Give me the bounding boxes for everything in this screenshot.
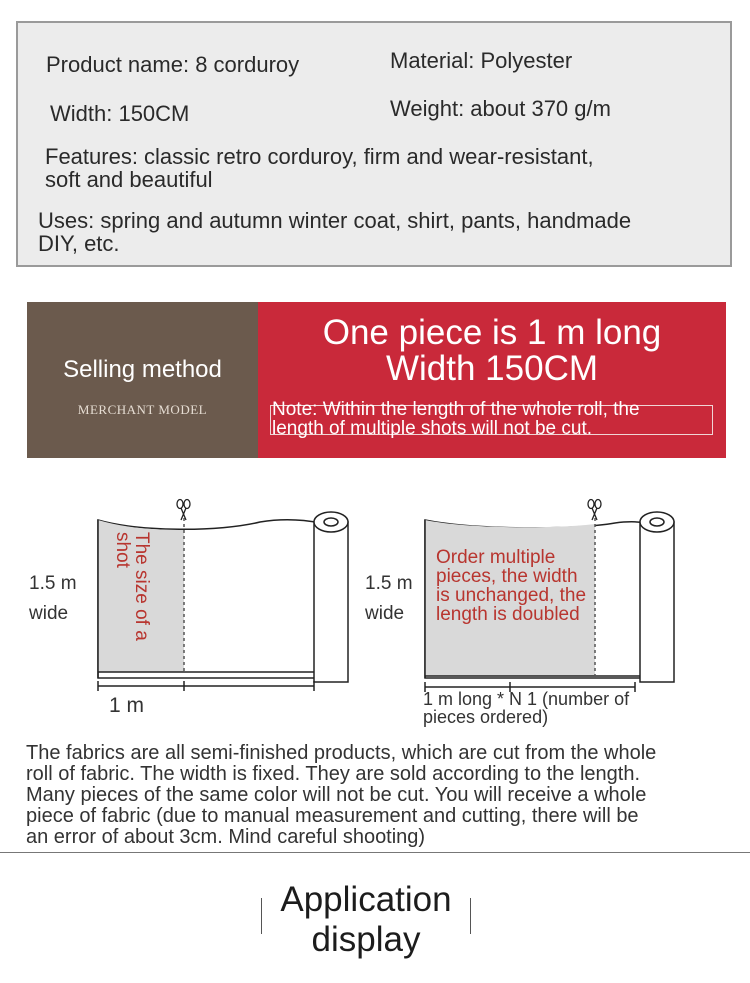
description-line-2: roll of fabric. The width is fixed. They are sold according to the length.	[26, 763, 641, 785]
shot-size-line-2: shot	[112, 532, 133, 568]
spec-info-box	[16, 21, 732, 267]
order-line-1: Order multiple	[436, 547, 556, 568]
material: Material: Polyester	[390, 48, 573, 73]
selling-method-panel	[27, 302, 258, 458]
headline-width: Width 150CM	[385, 349, 599, 388]
fabric-description	[26, 743, 731, 848]
note-line-1: Note: Within the length of the whole roll, the	[272, 399, 640, 420]
single-height-label-1: 1.5 m	[29, 573, 77, 594]
description-line-4: piece of fabric (due to manual measurement and cutting, there will be	[26, 805, 639, 827]
width-spec: Width: 150CM	[50, 101, 190, 126]
description-line-5: an error of about 3cm. Mind careful shooting)	[26, 826, 426, 848]
scissors-icon	[177, 500, 190, 521]
note-line-2: length of multiple shots will not be cut.	[272, 418, 593, 439]
multiple-height-label-2: wide	[365, 603, 405, 624]
shot-size-label	[113, 532, 151, 641]
application-title-line-1: Application	[280, 880, 452, 919]
fabric-roll	[640, 522, 674, 682]
multiple-length-line-1: 1 m long * N 1 (number of	[423, 689, 630, 709]
features-line-1: Features: classic retro corduroy, firm and wear-resistant,	[45, 144, 594, 169]
fabric-roll	[314, 522, 348, 682]
multiple-height-label-1: 1.5 m	[365, 573, 413, 594]
single-length-label: 1 m	[109, 694, 145, 717]
uses-line-1: Uses: spring and autumn winter coat, shirt, pants, handmade	[38, 208, 632, 233]
order-line-2: pieces, the width	[436, 566, 578, 587]
product-name: Product name: 8 corduroy	[46, 52, 300, 77]
single-piece-diagram	[0, 490, 375, 700]
multiple-length-line-2: pieces ordered)	[423, 707, 549, 727]
order-line-3: is unchanged, the	[436, 585, 587, 606]
note-text	[272, 400, 717, 438]
headline-one-piece: One piece is 1 m long	[322, 313, 662, 352]
description-line-3: Many pieces of the same color will not be cut. You will receive a whole	[26, 784, 647, 806]
features-line-2: soft and beautiful	[45, 167, 213, 192]
application-display-heading	[260, 880, 472, 960]
description-line-1: The fabrics are all semi-finished products, which are cut from the whole	[26, 742, 657, 764]
application-title-line-2: display	[311, 920, 421, 959]
single-height-label-2: wide	[29, 603, 69, 624]
section-divider	[0, 852, 750, 853]
selling-method-title: Selling method	[63, 356, 222, 383]
order-multiple-label	[436, 548, 586, 624]
weight-spec: Weight: about 370 g/m	[390, 96, 611, 121]
uses-line-2: DIY, etc.	[38, 231, 120, 256]
order-line-4: length is doubled	[436, 604, 580, 625]
selling-headline-panel	[258, 302, 726, 458]
scissors-icon	[588, 500, 601, 521]
multiple-length-label	[423, 690, 629, 726]
merchant-model-label: MERCHANT MODEL	[77, 402, 208, 417]
shot-size-line-1: The size of a	[131, 532, 152, 641]
